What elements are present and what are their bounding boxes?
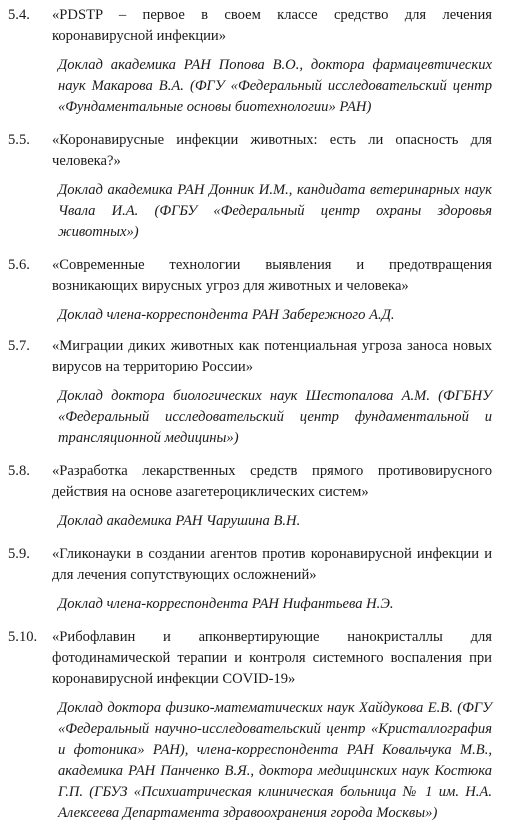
item-number: 5.10. [8, 629, 38, 645]
item-title: «Миграции диких животных как потенциальная угроза заноса новых вирусов на территорию России» [52, 338, 492, 375]
item-number: 5.5. [8, 132, 30, 148]
item-report: Доклад члена-корреспондента РАН Забережного А.Д. [58, 307, 395, 323]
item-title: «Современные технологии выявления и предотвращения возникающих вирусных угроз для животных и человека» [52, 257, 492, 294]
item-report: Доклад доктора биологических наук Шестопалова А.М. (ФГБНУ «Федеральный исследовательский центр фундаментальной и трансляционной медицины») [58, 388, 492, 446]
item-report: Доклад члена-корреспондента РАН Нифантьева Н.Э. [58, 596, 394, 612]
agenda-item-5-5 [8, 130, 492, 243]
item-report: Доклад академика РАН Донник И.М., кандидата ветеринарных наук Чвала И.А. (ФГБУ «Федеральный центр охраны здоровья животных») [58, 182, 492, 240]
item-number: 5.6. [8, 257, 30, 273]
agenda-item-5-6 [8, 255, 492, 326]
item-title: «Рибофлавин и апконвертирующие нанокристаллы для фотодинамической терапии и контроля системного воспаления при коронавирусной инфекции COVID-19» [52, 629, 492, 687]
agenda-item-5-7 [8, 336, 492, 449]
item-number: 5.7. [8, 338, 30, 354]
item-report: Доклад академика РАН Попова В.О., доктора фармацевтических наук Макарова В.А. (ФГУ «Федеральный исследовательский центр «Фундаментальные основы биотехнологии» РАН) [58, 57, 492, 115]
item-title: «Коронавирусные инфекции животных: есть ли опасность для человека?» [52, 132, 492, 169]
item-title: «Разработка лекарственных средств прямого противовирусного действия на основе азагетероциклических систем» [52, 463, 492, 500]
item-report: Доклад академика РАН Чарушина В.Н. [58, 513, 301, 529]
item-report: Доклад доктора физико-математических наук Хайдукова Е.В. (ФГУ «Федеральный научно-исследовательский центр «Кристаллография и фотоника» РАН), члена-корреспондента РАН Ковальчука М.В., академика РАН Панченко В.Я., доктора медицинских наук Костюка Г.П. (ГБУЗ «Психиатрическая клиническая больница № 1 им. Н.А. Алексеева Департамента здравоохранения города Москвы») [58, 700, 492, 821]
item-title: «PDSTP – первое в своем классе средство для лечения коронавирусной инфекции» [52, 7, 492, 44]
item-title: «Гликонауки в создании агентов против коронавирусной инфекции и для лечения сопутствующих осложнений» [52, 546, 492, 583]
item-number: 5.4. [8, 7, 30, 23]
item-number: 5.8. [8, 463, 30, 479]
item-number: 5.9. [8, 546, 30, 562]
agenda-item-5-9 [8, 544, 492, 615]
agenda-item-5-10 [8, 627, 492, 824]
agenda-item-5-4 [8, 5, 492, 118]
agenda-item-5-8 [8, 461, 492, 532]
